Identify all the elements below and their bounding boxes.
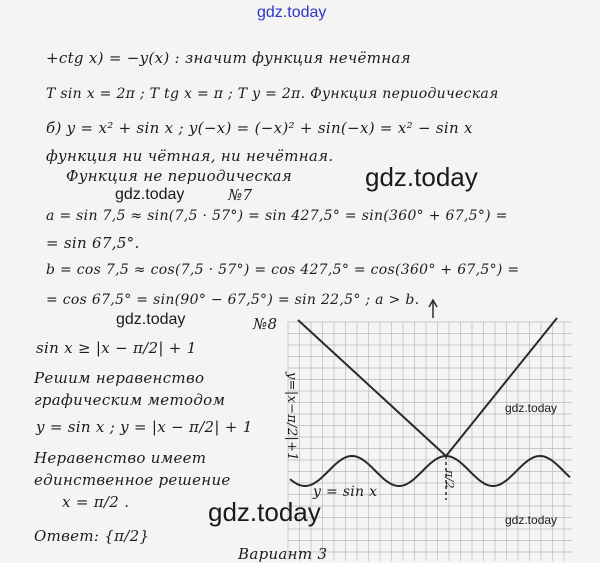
watermark: gdz.today — [365, 162, 478, 192]
line-15: единственное решение — [34, 471, 231, 489]
line-6: a = sin 7,5 ≈ sin(7,5 · 57°) = sin 427,5° = sin(360° + 67,5°) = — [46, 208, 508, 224]
line-2: T sin x = 2π ; T tg x = π ; T y = 2π. Функция периодическая — [46, 86, 499, 102]
abs-graph-label: y=|x−π/2|+1 — [284, 372, 299, 461]
variant-heading: Вариант 3 — [238, 545, 328, 563]
pi-half-label: π/2 — [443, 470, 456, 489]
sine-curve — [290, 456, 570, 486]
line-7: = sin 67,5°. — [46, 234, 140, 252]
line-3: б) y = x² + sin x ; y(−x) = (−x)² + sin(−x) = x² − sin x — [46, 119, 473, 137]
answer-line: Ответ: {π/2} — [34, 527, 150, 545]
watermark: gdz.today — [115, 186, 185, 203]
line-5: Функция не периодическая — [66, 167, 292, 185]
watermark: gdz.today — [116, 311, 186, 328]
problem-8-number: №8 — [253, 315, 278, 333]
line-10: sin x ≥ |x − π/2| + 1 — [36, 339, 197, 357]
line-12: графическим методом — [34, 391, 226, 409]
line-9: = cos 67,5° = sin(90° − 67,5°) = sin 22,5° ; a > b. — [46, 292, 420, 308]
line-4: функция ни чётная, ни нечётная. — [46, 147, 334, 165]
problem-7-number: №7 — [228, 186, 253, 204]
watermark: gdz.today — [505, 401, 558, 415]
sine-graph-label: y = sin x — [313, 484, 378, 500]
line-13: y = sin x ; y = |x − π/2| + 1 — [36, 418, 253, 436]
upward-arrow-icon — [429, 300, 437, 318]
watermark: gdz.today — [208, 497, 321, 527]
line-8: b = cos 7,5 ≈ cos(7,5 · 57°) = cos 427,5° = cos(360° + 67,5°) = — [46, 262, 520, 278]
line-16: x = π/2 . — [62, 493, 130, 511]
line-11: Решим неравенство — [34, 369, 205, 387]
watermark: gdz.today — [505, 513, 558, 527]
watermark-top: gdz.today — [257, 4, 327, 21]
line-1: +ctg x) = −y(x) : значит функция нечётная — [46, 49, 411, 67]
line-14: Неравенство имеет — [34, 449, 207, 467]
